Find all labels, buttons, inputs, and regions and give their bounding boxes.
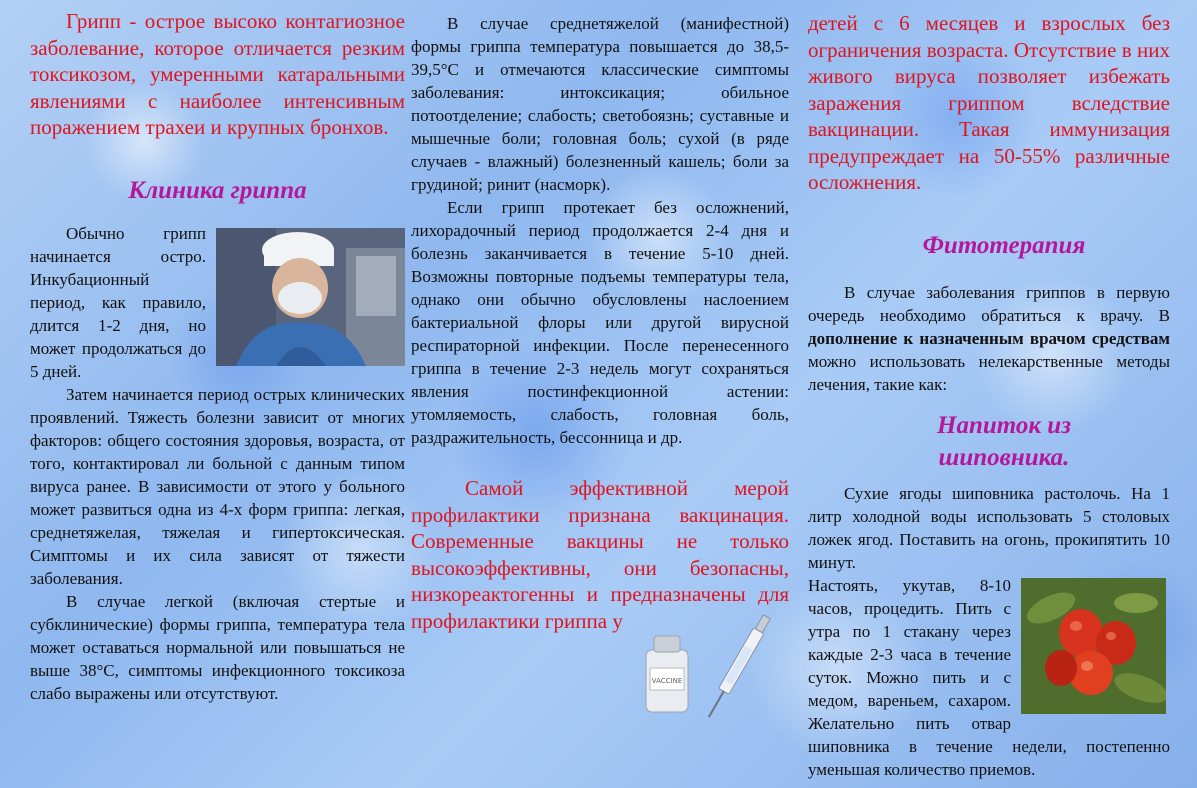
clinic-paragraph-1: Обычно грипп начинается остро. Инкубационный период, как правило, длится 1-2 дня, но может продолжаться до 5 дней. xyxy=(30,223,206,381)
rosehip-paragraph-1: Сухие ягоды шиповника растолочь. На 1 литр холодной воды использовать 5 столовых ложек ягод. Поставить на огонь, прокипятить 10 минут. xyxy=(808,483,1170,572)
vaccination-text: Самой эффективной мерой профилактики признана вакцинация. Современные вакцины не только высокоэффективны, они безопасны, низкореактогенны и предназначены для профилактики гриппа у xyxy=(411,476,789,633)
column-right xyxy=(808,0,1170,781)
phytotherapy-paragraph xyxy=(808,281,1170,396)
moderate-form-paragraph: В случае среднетяжелой (манифестной) формы гриппа температура повышается до 38,5-39,5°С и отмечаются классические симптомы заболевания: интоксикация; обильное потоотделение; слабость; светобоязнь; суставные и мышечные боли; головная боль; сухой (в ряде случаев - влажный) болезненный кашель; боли за грудиной; ринит (насморк). xyxy=(411,14,789,194)
nurse-photo xyxy=(216,228,405,366)
phytotherapy-text-bold: дополнение к назначенным врачом средствам xyxy=(808,328,1170,348)
phytotherapy-heading: Фитотерапия xyxy=(922,231,1086,259)
rosehip-photo xyxy=(1021,578,1166,714)
phytotherapy-text-c: можно использовать нелекарственные методы лечения, такие как: xyxy=(808,351,1170,394)
course-paragraph: Если грипп протекает без осложнений, лихорадочный период продолжается 2-4 дня и болезнь заканчивается в течение 5-10 дней. Возможны повторные подъемы температуры тела, однако они обычно обусловлены наслоением бактериальной флоры или другой вирусной респираторной инфекции. После перенесенного гриппа в течение 2-3 недель могут сохраняться явления постинфекционной астении: утомляемость, слабость, головная боль, раздражительность, бессонница и др. xyxy=(411,198,789,447)
vaccination-paragraph xyxy=(411,475,789,634)
rosehip-heading-line2: шиповника. xyxy=(938,443,1070,471)
phytotherapy-text-a: В случае заболевания гриппов в первую очередь необходимо обратиться к врачу. В xyxy=(808,282,1170,325)
column-middle xyxy=(411,0,789,634)
clinic-heading: Клиника гриппа xyxy=(128,176,307,204)
vaccine-illustration xyxy=(638,582,788,732)
column-left xyxy=(30,0,405,705)
rosehip-heading-line1: Напиток из xyxy=(937,411,1071,439)
vaccine-benefits-paragraph: детей с 6 месяцев и взрослых без ограничения возраста. Отсутствие в них живого вируса позволяет избежать заражения гриппом вследствие вакцинации. Такая иммунизация предупреждает на 50-55% различные осложнения. xyxy=(808,11,1170,194)
rosehip-heading xyxy=(808,410,1170,474)
intro-paragraph: Грипп - острое высоко контагиозное заболевание, которое отличается резким токсикозом, умеренными катаральными явлениями с наиболее интенсивным поражением трахеи и крупных бронхов. xyxy=(30,9,405,139)
clinic-paragraph-3: В случае легкой (включая стертые и субклинические) формы гриппа, температура тела может оставаться нормальной или повышаться не выше 38°С, симптомы инфекционного токсикоза слабо выражены или отсутствуют. xyxy=(30,591,405,703)
clinic-paragraph-2: Затем начинается период острых клинических проявлений. Тяжесть болезни зависит от многих факторов: общего состояния здоровья, возраста, от того, контактировал ли больной с данным типом вируса ранее. В зависимости от этого у больного может развиться одна из 4-х форм гриппа: легкая, среднетяжелая, тяжелая и гипертоксическая. Симптомы и их сила зависят от тяжести заболевания. xyxy=(30,384,405,588)
rosehip-paragraph-2: Настоять, укутав, 8-10 часов, процедить. Пить с утра по 1 стакану через каждые 2-3 часа в течение суток. Можно пить и с медом, вареньем, сахаром. Желательно пить отвар шиповника в течение недели, постепенно уменьшая количество приемов. xyxy=(808,575,1170,779)
vial-label: VACCINE xyxy=(651,677,683,685)
